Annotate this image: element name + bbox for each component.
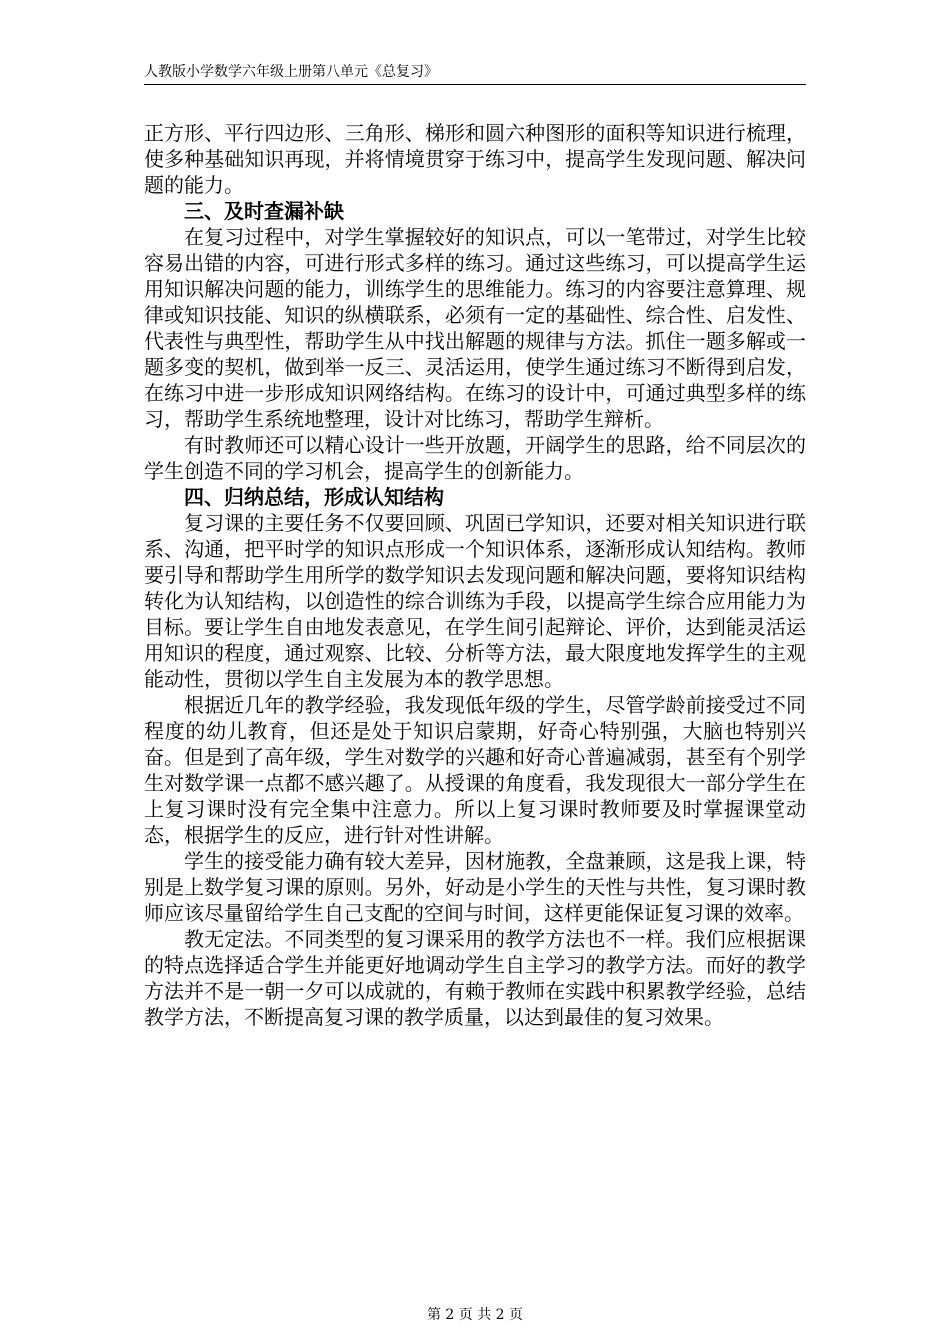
paragraph: 有时教师还可以精心设计一些开放题，开阔学生的思路，给不同层次的学生创造不同的学习机会，提高学生的创新能力。 — [144, 433, 806, 483]
paragraph-continued: 正方形、平行四边形、三角形、梯形和圆六种图形的面积等知识进行梳理，使多种基础知识再现，并将情境贯穿于练习中，提高学生发现问题、解决问题的能力。 — [144, 121, 806, 197]
paragraph: 教无定法。不同类型的复习课采用的教学方法也不一样。我们应根据课的特点选择适合学生并能更好地调动学生自主学习的教学方法。而好的教学方法并不是一朝一夕可以成就的，有赖于教师在实践中积累教学经验，总结教学方法，不断提高复习课的教学质量，以达到最佳的复习效果。 — [144, 927, 806, 1029]
document-body — [144, 120, 806, 1030]
paragraph: 根据近几年的教学经验，我发现低年级的学生，尽管学龄前接受过不同程度的幼儿教育，但还是处于知识启蒙期，好奇心特别强，大脑也特别兴奋。但是到了高年级，学生对数学的兴趣和好奇心普遍减弱，甚至有个别学生对数学课一点都不感兴趣了。从授课的角度看，我发现很大一部分学生在上复习课时没有完全集中注意力。所以上复习课时教师要及时掌握课堂动态，根据学生的反应，进行针对性讲解。 — [144, 693, 806, 847]
paragraph: 学生的接受能力确有较大差异，因材施教，全盘兼顾，这是我上课，特别是上数学复习课的原则。另外，好动是小学生的天性与共性，复习课时教师应该尽量留给学生自己支配的空间与时间，这样更能保证复习课的效率。 — [144, 849, 806, 925]
page-number: 第 2 页 共 2 页 — [426, 1307, 524, 1323]
header-title: 人教版小学数学六年级上册第八单元《总复习》 — [144, 64, 438, 80]
paragraph: 在复习过程中，对学生掌握较好的知识点，可以一笔带过，对学生比较容易出错的内容，可进行形式多样的练习。通过这些练习，可以提高学生运用知识解决问题的能力，训练学生的思维能力。练习的内容要注意算理、规律或知识技能、知识的纵横联系，必须有一定的基础性、综合性、启发性、代表性与典型性，帮助学生从中找出解题的规律与方法。抓住一题多解或一题多变的契机，做到举一反三、灵活运用，使学生通过练习不断得到启发，在练习中进一步形成知识网络结构。在练习的设计中，可通过典型多样的练习，帮助学生系统地整理，设计对比练习，帮助学生辩析。 — [144, 225, 806, 431]
section-heading-4: 四、归纳总结，形成认知结构 — [184, 485, 444, 509]
page-header — [144, 62, 806, 85]
page-footer — [0, 1306, 950, 1324]
section-heading-3: 三、及时查漏补缺 — [184, 199, 344, 223]
paragraph: 复习课的主要任务不仅要回顾、巩固已学知识，还要对相关知识进行联系、沟通，把平时学的知识点形成一个知识体系，逐渐形成认知结构。教师要引导和帮助学生用所学的数学知识去发现问题和解决问题，要将知识结构转化为认知结构，以创造性的综合训练为手段，以提高学生综合应用能力为目标。要让学生自由地发表意见，在学生间引起辩论、评价，达到能灵活运用知识的程度，通过观察、比较、分析等方法，最大限度地发挥学生的主观能动性，贯彻以学生自主发展为本的教学思想。 — [144, 511, 806, 691]
